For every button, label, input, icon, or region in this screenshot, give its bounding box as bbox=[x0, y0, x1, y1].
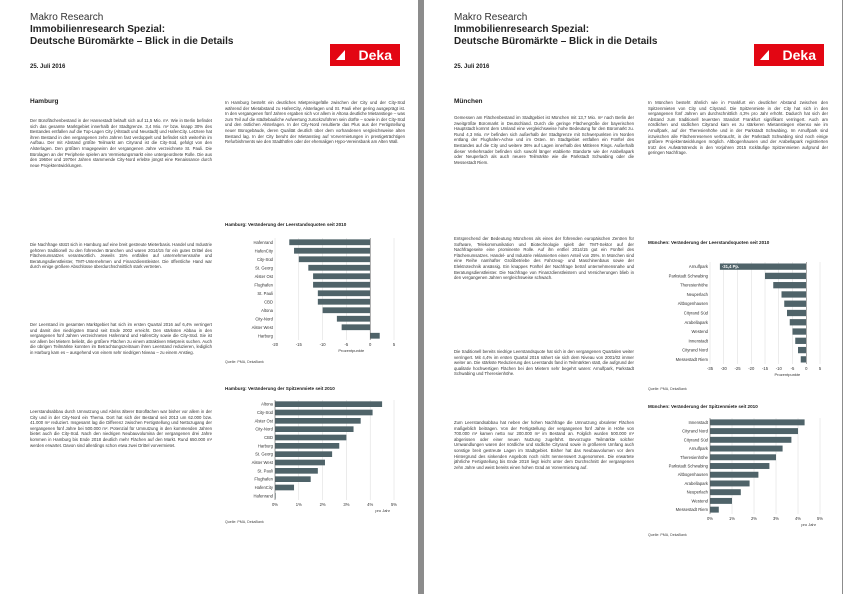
tick-label: -5 bbox=[344, 342, 349, 347]
logo-text: Deka bbox=[782, 47, 816, 63]
axis-label: Prozentpunkte bbox=[774, 372, 801, 377]
body-paragraph: Gemessen am Flächenbestand im Stadtgebiet ist München mit 13,7 Mio. m² nach Berlin der zweitgrößte Büromarkt in Deutschland. Durch die geringe Flächengröße der bayerischen Hauptstadt kommt dem Umland eine vergleichsweise hohe Bedeutung für den Büromarkt zu. Rund 4,3 Mio. m² befinden sich außerhalb der Stadtgrenze mit Schwerpunkten im Norden entlang der Flughafen-Achse und im Osten. Im Stadtgebiet entfallen ein Fünftel des Bestandes auf die City und weitere 36% auf Lagen innerhalb des Mittleren Rings. Außerhalb dieser Verkehrsader befinden sich sowohl länger etablierte Standorte wie der Arabellapark oder Neuperlach als auch neuere Teilmärkte wie die Parkstadt Schwabing oder die Messestadt Riem. bbox=[454, 115, 634, 165]
bar bbox=[710, 489, 741, 495]
category-label: Harburg bbox=[257, 443, 273, 449]
bar bbox=[370, 333, 380, 339]
tick-label: -25 bbox=[734, 366, 741, 371]
body-paragraph: Entsprechend der Bedeutung Münchens als eines der führenden europäischen Zentren für Software, Telekommunikation und Biotechnologie spielt der TMT-Sektor auf der Nachfrageseite eine prominente Rolle. Auf ihn entfiel 2014/15 gut ein Fünftel des Flächenumsatzes. Handel- und Industrie reklamierten einen Anteil von 25%. In München sind eine Reihe namhafter Großbetriebe des Fahrzeug- und Maschinenbaus sowie der Elektrotechnik ansässig. Ein knappes Fünftel der Nachfrage betraf unternehmensnahe und Beratungsdienstleister. Die Nachfrage von Finanzdienstleistern und Versicherungen blieb in den vergangenen Jahren vergleichsweise schwach. bbox=[454, 236, 634, 281]
tick-label: -30 bbox=[720, 366, 727, 371]
bar bbox=[784, 301, 806, 307]
category-label: Arabellapark bbox=[684, 319, 708, 325]
category-label: Neuperlach bbox=[686, 291, 708, 297]
bar bbox=[782, 291, 807, 297]
tick-label: -15 bbox=[295, 342, 302, 347]
category-label: HafenCity bbox=[254, 248, 273, 254]
category-label: City-Nord bbox=[255, 426, 273, 432]
header-title-line2: Deutsche Büromärkte – Blick in die Details bbox=[454, 36, 658, 47]
tick-label: -20 bbox=[748, 366, 755, 371]
axis-label: pro Jahr bbox=[375, 508, 390, 513]
bar bbox=[710, 437, 791, 443]
deka-logo bbox=[754, 44, 824, 66]
tick-label: 1% bbox=[295, 502, 302, 507]
bar bbox=[275, 451, 332, 457]
bar bbox=[275, 418, 361, 424]
chart-source: Quelle: PMA, DekaBank bbox=[648, 387, 687, 391]
bar bbox=[313, 282, 370, 288]
tick-label: 3% bbox=[772, 516, 780, 521]
bar bbox=[710, 472, 758, 478]
category-label: Alster Ost bbox=[254, 273, 273, 279]
bar bbox=[710, 428, 798, 434]
category-label: St. Pauli bbox=[257, 290, 273, 296]
axis-label: pro Jahr bbox=[801, 522, 816, 527]
chart-title: Hamburg: Veränderung der Spitzenmiete seit 2010 bbox=[225, 386, 335, 391]
bar bbox=[710, 480, 750, 486]
tick-label: 1% bbox=[728, 516, 736, 521]
chart-source: Quelle: PMA, DekaBank bbox=[225, 360, 264, 364]
bar bbox=[294, 248, 370, 254]
logo-text: Deka bbox=[358, 47, 392, 63]
bar bbox=[275, 401, 382, 407]
tick-label: -10 bbox=[775, 366, 782, 371]
category-label: Hafenrand bbox=[253, 493, 273, 499]
bar bbox=[275, 426, 354, 432]
section-heading: München bbox=[454, 98, 483, 105]
category-label: St. Pauli bbox=[257, 468, 273, 474]
tick-label: -20 bbox=[271, 342, 279, 347]
category-label: Westend bbox=[691, 329, 708, 335]
bar bbox=[765, 273, 806, 279]
category-label: Parkstadt Schwabing bbox=[668, 463, 708, 469]
bar bbox=[275, 485, 294, 491]
tick-label: 0 bbox=[369, 342, 372, 347]
category-label: Innenstadt bbox=[688, 338, 708, 344]
category-label: Altbogenhausen bbox=[677, 301, 708, 307]
header-title-line2: Deutsche Büromärkte – Blick in die Details bbox=[30, 36, 234, 47]
chart-title: München: Veränderung der Leerstandsquoten seit 2010 bbox=[648, 240, 770, 245]
category-label: Hafenrand bbox=[253, 239, 273, 245]
body-paragraph: In München besteht ähnlich wie in Frankfurt ein deutlicher Abstand zwischen den Spitzenmieten von City und Cityrand. Die Spitzenmiete in der City hat sich in den vergangenen fünf Jahren um durchschnittlich 4,3% pro Jahr erhöht. Dadurch hat sich der Abstand zum traditionell teuersten Standort Frankfurt signifikant verringert. Auch am nördlichen und südlichen Cityrand kam es zu stärkeren Mietanstiegen ebenso wie im Arnulfpark, auf der Theresienhöhe und in der Parkstadt Schwabing. Im Arnulfpark sind inzwischen alle Flächenreserven verbraucht, in der Parkstadt Schwabing sind noch einige größere Projektentwicklungen möglich. Altbogenhausen und der Arabellapark registrierten trotz des Aufwärtstrends in den Vorjahren 2015 rückläufige Spitzenmieten aufgrund der geringen Nachfrage. bbox=[648, 100, 828, 156]
category-label: City-Nord bbox=[255, 316, 273, 322]
category-label: Neuperlach bbox=[686, 489, 708, 495]
chart-muenchen-vacancy bbox=[648, 260, 826, 380]
body-paragraph: Der Leerstand im gesamten Marktgebiet hat sich im ersten Quartal 2016 auf 6,4% verringert und damit den niedrigsten Stand seit Ende 2002 erreicht. Den stärksten Abbau in den vergangenen fünf Jahren verzeichneten Hafenrand und HafenCity sowie die City-Süd. Sie ist vor allem bei Mietern beliebt, die größere Flächen zu einem attraktiven Mietpreis suchen. Auch die übrigen Teilmärkte konnten im Betrachtungszeitraum ihren Leerstand reduzieren, lediglich in Harburg kam es – ausgehend von einem sehr niedrigen Niveau – zu einem Anstieg. bbox=[30, 322, 212, 355]
bar bbox=[710, 498, 732, 504]
body-paragraph: In Hamburg besteht ein deutliches Mietpreisgefälle zwischen der City und der City-Süd während der Mietabstand zu HafenCity, Alsterlagen und St. Pauli eher gering ausgeprägt ist. In den vergangenen fünf Jahren ergaben sich vor allem in Altona deutliche Mietanstiege – was zum Teil auf die städtebauliche Aufwertung zurückzuführen sein dürfte – sowie in der City-Süd und den östlichen Alsterlagen. In der City-Nord resultierte das Plus aus der Fertigstellung neuer Bürogebäude, deren Qualität deutlich über dem vorhandenen vergleichsweise alten Bestand lag. In der City beruht der Mietanstieg auf Vorvermietungen in prestigeträchtigen Refurbishments wie den Stadthöfen oder der ehemaligen Hypo-Vereinsbank am Alten Wall. bbox=[225, 100, 405, 145]
section-heading: Hamburg bbox=[30, 98, 59, 105]
header-brand: Makro Research bbox=[30, 12, 104, 23]
bar bbox=[790, 319, 807, 325]
bar bbox=[710, 454, 776, 460]
bar bbox=[710, 507, 719, 513]
bar bbox=[795, 338, 806, 344]
category-label: City-Süd bbox=[256, 256, 273, 262]
bar bbox=[299, 256, 370, 262]
category-label: HafenCity bbox=[254, 485, 273, 490]
header-title bbox=[30, 24, 233, 48]
logo-triangle-icon bbox=[336, 50, 345, 60]
page-muenchen bbox=[424, 0, 842, 594]
deka-logo bbox=[330, 44, 400, 66]
tick-label: 2% bbox=[319, 502, 326, 507]
header-title bbox=[454, 24, 657, 48]
category-label: Innenstadt bbox=[688, 419, 708, 425]
bar bbox=[275, 443, 339, 449]
category-label: Arnulfpark bbox=[688, 264, 708, 270]
category-label: Altbogenhausen bbox=[677, 472, 708, 478]
body-paragraph: Die Nachfrage stützt sich in Hamburg auf eine breit gestreute Mieterbasis. Handel und Industrie gehören traditionell zu den führenden Branchen und waren 2014/15 für ein gutes Drittel des Flächenumsatzes verantwortlich. Jeweils 15% entfallen auf unternehmensnahe und Beratungsdienstleister, TMT-Unternehmen und Finanzdienstleister. Die öffentliche Hand war durch einige größere Abschlüsse überdurchschnittlich stark vertreten. bbox=[30, 242, 212, 270]
category-label: Theresienhöhe bbox=[680, 282, 708, 288]
category-label: Westend bbox=[691, 498, 708, 504]
bar bbox=[308, 265, 370, 271]
bar bbox=[793, 328, 807, 334]
tick-label: -10 bbox=[319, 342, 326, 347]
chart-muenchen-rent bbox=[648, 416, 826, 530]
header-brand: Makro Research bbox=[454, 12, 528, 23]
category-label: Alster West bbox=[251, 460, 273, 465]
bar bbox=[275, 435, 346, 441]
chart-source: Quelle: PMA, DekaBank bbox=[225, 520, 264, 524]
body-paragraph: Die traditionell bereits niedrige Leerstandsquote hat sich in den vergangenen Quartalen weiter verringert. Mit 4,4% im ersten Quartal 2016 nähert sie sich dem Niveau von 2001/02 immer weiter an. Die stärkste Reduzierung des Leerstands fand in Teilmärkten statt, die aufgrund der qualitativ hochwertigen Flächen bei den Mietern sehr begehrt waren: Arnulfpark, Parkstadt Schwabing und Theresienhöhe. bbox=[454, 349, 634, 377]
bar bbox=[773, 282, 806, 288]
bar bbox=[275, 476, 311, 482]
page-hamburg bbox=[0, 0, 418, 594]
tick-label: 5 bbox=[818, 366, 822, 371]
bar bbox=[710, 419, 805, 425]
axis-label: Prozentpunkte bbox=[338, 348, 365, 353]
category-label: City-Süd bbox=[256, 410, 273, 415]
category-label: Alster West bbox=[251, 324, 273, 330]
header-title-line1: Immobilienresearch Spezial: bbox=[30, 24, 166, 35]
bar bbox=[710, 446, 783, 452]
category-label: Arabellapark bbox=[684, 480, 708, 486]
header-date: 25. Juli 2016 bbox=[30, 64, 66, 70]
category-label: Parkstadt Schwabing bbox=[668, 273, 708, 279]
category-label: Messestadt Riem bbox=[675, 356, 708, 362]
category-label: Messestadt Riem bbox=[675, 507, 708, 513]
category-label: Altona bbox=[261, 307, 273, 313]
chart-hamburg-vacancy bbox=[225, 236, 400, 356]
tick-label: 0% bbox=[706, 516, 714, 521]
category-label: Cityrand Süd bbox=[683, 437, 708, 443]
tick-label: -35 bbox=[706, 366, 714, 371]
category-label: Cityrand Nord bbox=[682, 428, 708, 434]
logo-triangle-icon bbox=[760, 50, 769, 60]
tick-label: 0% bbox=[271, 502, 279, 507]
chart-title: Hamburg: Veränderung der Leerstandsquoten seit 2010 bbox=[225, 222, 347, 227]
category-label: St. Georg bbox=[255, 265, 273, 271]
category-label: Flughafen bbox=[254, 476, 273, 482]
data-label: -31,4 Pp. bbox=[721, 264, 740, 270]
category-label: Theresienhöhe bbox=[680, 454, 708, 460]
bar bbox=[318, 299, 370, 305]
chart-title: München: Veränderung der Spitzenmiete seit 2010 bbox=[648, 404, 758, 409]
category-label: Flughafen bbox=[254, 282, 273, 288]
tick-label: 3% bbox=[343, 502, 350, 507]
bar bbox=[275, 460, 325, 466]
bar bbox=[710, 463, 769, 469]
bar bbox=[787, 310, 806, 316]
header-date: 25. Juli 2016 bbox=[454, 64, 490, 70]
bar bbox=[275, 410, 373, 416]
tick-label: 5% bbox=[816, 516, 824, 521]
tick-label: 0 bbox=[805, 366, 808, 371]
body-paragraph: Leerstandsabbau durch Umnutzung und Abriss älterer Büroflächen war bisher vor allem in der City und in der City-Nord ein Thema. Dort hat sich der Bestand seit 2013 um 62.000 bzw. 41.000 m² reduziert. Insgesamt lag die Differenz zwischen Fertigstellung und Nettozugang der vergangenen fünf Jahre bei 500.000 m². Potenzial für Umnutzung in den kommenden Jahren bietet auch die City-Süd. Nach den niedrigen Neubauvolumina der vergangenen drei Jahre kommen in Hamburg bis Ende 2018 deutlich mehr Flächen auf den Markt. Rund 650.000 m² werden erwartet. Davon sind allerdings schon etwa zwei Drittel vorvermietet. bbox=[30, 409, 212, 448]
bar bbox=[313, 273, 370, 279]
chart-hamburg-rent bbox=[225, 398, 400, 516]
chart-source: Quelle: PMA, DekaBank bbox=[648, 533, 687, 537]
bar bbox=[289, 239, 370, 245]
bar bbox=[798, 347, 806, 353]
category-label: Alster Ost bbox=[254, 418, 273, 424]
bar bbox=[337, 316, 370, 322]
tick-label: 4% bbox=[367, 502, 374, 507]
category-label: Cityrand Nord bbox=[682, 347, 708, 353]
bar bbox=[342, 324, 371, 330]
category-label: Arnulfpark bbox=[688, 446, 708, 452]
category-label: CBD bbox=[264, 299, 273, 305]
tick-label: -15 bbox=[761, 366, 769, 371]
tick-label: 5% bbox=[390, 502, 398, 507]
category-label: Harburg bbox=[257, 333, 273, 339]
bar bbox=[801, 356, 807, 362]
tick-label: -5 bbox=[790, 366, 795, 371]
tick-label: 5 bbox=[392, 342, 396, 347]
body-paragraph: Zum Leerstandsabbau hat neben der hohen Nachfrage die Umnutzung obsoleter Flächen maßgeblich beitragen. Von der Fertigstellung der vergangenen fünf Jahre in Höhe von 700.000 m² kamen netto nur 200.000 m² im Bestand an. Folglich wurden 500.000 m² abgerissen oder einer neuen Nutzung zugeführt. Bevorzugte Teilmärkte solcher Umwandlungen waren der nördliche und südliche Cityrand sowie in größerem Umfang auch sonstige breit gestreute Lagen im Stadtgebiet. Bisher hat das Neubauvolumen vor dem Hintergrund des sinkenden Angebots noch nicht nennenswert zugenommen. Die erwartete jährliche Fertigstellung bis Ende 2018 liegt leicht unter dem Durchschnitt der vergangenen zehn Jahre und weist bereits einen hohen Grad an Vorvermietung auf. bbox=[454, 420, 634, 470]
tick-label: 2% bbox=[750, 516, 758, 521]
bar bbox=[323, 307, 371, 313]
category-label: CBD bbox=[264, 435, 273, 440]
bar bbox=[318, 290, 370, 296]
category-label: Altona bbox=[261, 401, 273, 407]
body-paragraph: Der Büroflächenbestand in der Hansestadt beläuft sich auf 11,5 Mio. m². Wie in Berlin befindet sich das gesamte Marktgebiet innerhalb der Stadtgrenze. 3,4 Mio. m² bzw. knapp 30% des Bestandes entfallen auf die Top-Lagen City (Altstadt und Neustadt) und HafenCity. Letztere hat ihren Bestand in den vergangenen zehn Jahren fast verdoppelt und befindet sich weiterhin im Aufbau. Der mit Abstand größte Teilmarkt am Cityrand ist die City-Süd, gefolgt von den Alsterlagen. Den größten Imagegewinn der vergangenen Jahre verzeichnete St. Pauli. Die Bürolagen an der Peripherie spielen am Vermietungsmarkt eine untergeordnete Rolle. Die aus den 1960er und 1970er Jahren stammende City-Nord erlebte jüngst eine Renaissance durch neue Projektentwicklungen. bbox=[30, 118, 212, 168]
category-label: Cityrand Süd bbox=[683, 310, 708, 316]
category-label: St. Georg bbox=[255, 451, 273, 457]
header-title-line1: Immobilienresearch Spezial: bbox=[454, 24, 590, 35]
tick-label: 4% bbox=[794, 516, 802, 521]
bar bbox=[275, 468, 318, 474]
